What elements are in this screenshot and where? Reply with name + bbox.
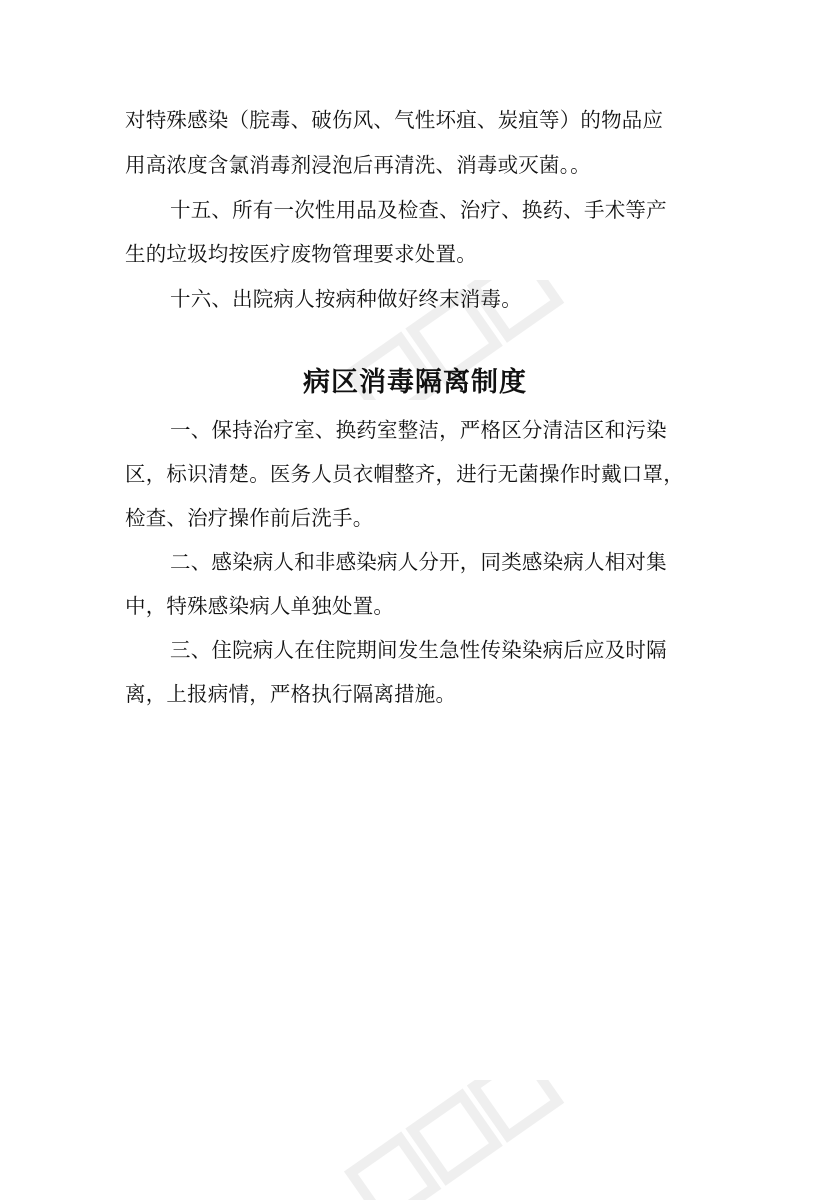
item-16-line-1: 十六、出院病人按病种做好终末消毒。 bbox=[170, 287, 522, 311]
item-15-line-2: 生的垃圾均按医疗废物管理要求处置。 bbox=[125, 242, 477, 266]
continuation-line-1: 对特殊感染（脘毒、破伤风、气性坏疽、炭疽等）的物品应 bbox=[125, 108, 664, 132]
rule-1-line-1: 一、保持治疗室、换药室整洁，严格区分清洁区和污染 bbox=[170, 418, 667, 442]
section-title: 病区消毒隔离制度 bbox=[303, 367, 527, 398]
rule-1-line-2: 区，标识清楚。医务人员衣帽整齐，进行无菌操作时戴口罩， bbox=[125, 462, 684, 486]
rule-3-line-1: 三、住院病人在住院期间发生急性传染染病后应及时隔 bbox=[170, 638, 667, 662]
rule-1-line-3: 检查、治疗操作前后洗手。 bbox=[125, 506, 374, 530]
continuation-line-2: 用高浓度含氯消毒剂浸泡后再清洗、消毒或灭菌。。 bbox=[125, 153, 591, 177]
rule-2-line-2: 中，特殊感染病人单独处置。 bbox=[125, 594, 395, 618]
rule-2-line-1: 二、感染病人和非感染病人分开，同类感染病人相对集 bbox=[170, 550, 667, 574]
item-15-line-1: 十五、所有一次性用品及检查、治疗、换药、手术等产 bbox=[170, 198, 667, 222]
rule-3-line-2: 离，上报病情，严格执行隔离措施。 bbox=[125, 682, 457, 706]
watermark-graphic bbox=[330, 1080, 570, 1200]
